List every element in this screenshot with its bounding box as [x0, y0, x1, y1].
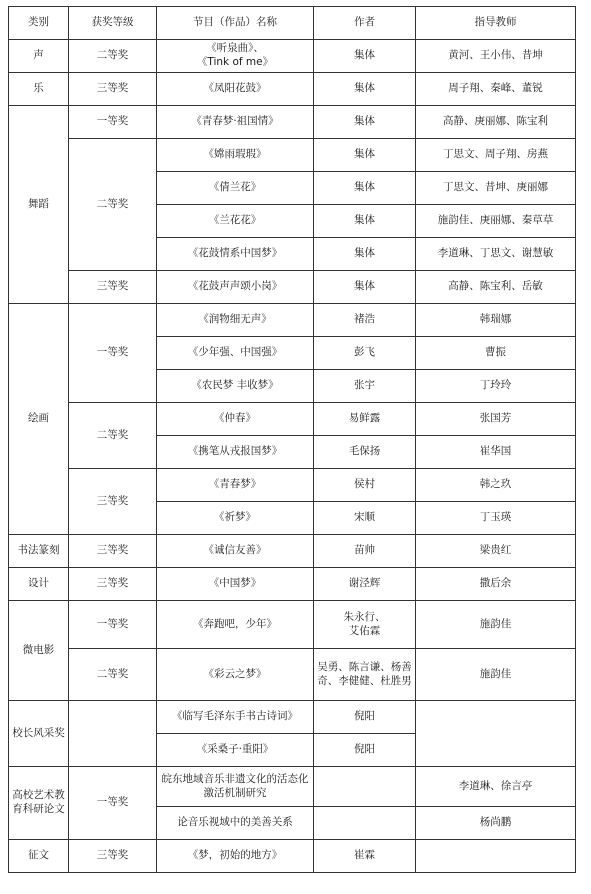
- teacher-cell: 梁贵红: [416, 535, 576, 568]
- teacher-cell: 施韵佳、庚丽娜、秦草草: [416, 205, 576, 238]
- table-row: [9, 840, 576, 873]
- teacher-cell: 韩瑞娜: [416, 304, 576, 337]
- author-cell: 集体: [314, 73, 416, 106]
- level-cell: 二等奖: [69, 139, 157, 271]
- teacher-cell: 杨尚鹏: [416, 807, 576, 840]
- table-row: [9, 403, 576, 436]
- header-row: [9, 7, 576, 40]
- work-cell: 《仲春》: [157, 403, 314, 436]
- work-cell: 《诚信友善》: [157, 535, 314, 568]
- table-row: [9, 469, 576, 502]
- header-category: 类别: [9, 7, 69, 40]
- level-cell: 三等奖: [69, 840, 157, 873]
- teacher-cell: 丁思文、周子翔、房燕: [416, 139, 576, 172]
- author-cell: 宋顺: [314, 502, 416, 535]
- work-cell: 《兰花花》: [157, 205, 314, 238]
- work-cell: 《彩云之梦》: [157, 649, 314, 701]
- teacher-cell: [416, 701, 576, 767]
- author-cell: [314, 767, 416, 807]
- level-cell: 二等奖: [69, 649, 157, 701]
- work-cell: 《临写毛泽东手书古诗词》: [157, 701, 314, 734]
- teacher-cell: 黄河、王小伟、昔坤: [416, 40, 576, 73]
- work-cell: 《祈梦》: [157, 502, 314, 535]
- table-row: [9, 535, 576, 568]
- teacher-cell: 施韵佳: [416, 649, 576, 701]
- work-cell: 《花鼓情系中国梦》: [157, 238, 314, 271]
- work-cell: 《农民梦 丰收梦》: [157, 370, 314, 403]
- author-cell: 集体: [314, 172, 416, 205]
- author-cell: 集体: [314, 40, 416, 73]
- author-cell: 崔霖: [314, 840, 416, 873]
- work-cell: 《梦，初始的地方》: [157, 840, 314, 873]
- work-cell: 《花鼓声声颂小岗》: [157, 271, 314, 304]
- author-cell: 朱永行、 艾佑霖: [314, 601, 416, 649]
- table-row: [9, 568, 576, 601]
- teacher-cell: 李道琳、丁思文、谢慧敏: [416, 238, 576, 271]
- table-row: [9, 106, 576, 139]
- teacher-cell: 丁玉瑛: [416, 502, 576, 535]
- work-cell: 《少年强、中国强》: [157, 337, 314, 370]
- author-cell: 张宇: [314, 370, 416, 403]
- category-cell: 绘画: [9, 304, 69, 535]
- work-cell: 《嫦雨瑕瑕》: [157, 139, 314, 172]
- table-row: [9, 701, 576, 734]
- level-cell: 二等奖: [69, 40, 157, 73]
- header-level: 获奖等级: [69, 7, 157, 40]
- teacher-cell: 曹振: [416, 337, 576, 370]
- author-cell: 集体: [314, 106, 416, 139]
- teacher-cell: 丁玲玲: [416, 370, 576, 403]
- teacher-cell: 丁思文、昔坤、庚丽娜: [416, 172, 576, 205]
- table-row: [9, 601, 576, 649]
- header-author: 作者: [314, 7, 416, 40]
- category-cell: 乐: [9, 73, 69, 106]
- award-table: [8, 6, 576, 873]
- author-cell: 苗帅: [314, 535, 416, 568]
- level-cell: 三等奖: [69, 271, 157, 304]
- award-table-page: [8, 6, 576, 873]
- teacher-cell: 李道琳、徐言亭: [416, 767, 576, 807]
- work-cell: 皖东地域音乐非遗文化的活态化激活机制研究: [157, 767, 314, 807]
- work-cell: 《奔跑吧，少年》: [157, 601, 314, 649]
- level-cell: [69, 701, 157, 767]
- author-cell: 集体: [314, 271, 416, 304]
- level-cell: 一等奖: [69, 767, 157, 840]
- work-cell: 《采桑子·重阳》: [157, 734, 314, 767]
- work-cell: 《青春梦·祖国情》: [157, 106, 314, 139]
- work-cell: 论音乐视域中的美善关系: [157, 807, 314, 840]
- author-cell: 褚浩: [314, 304, 416, 337]
- author-cell: 集体: [314, 238, 416, 271]
- category-cell: 校长风采奖: [9, 701, 69, 767]
- header-work: 节目（作品）名称: [157, 7, 314, 40]
- author-cell: 集体: [314, 139, 416, 172]
- teacher-cell: 高静、庚丽娜、陈宝利: [416, 106, 576, 139]
- level-cell: 一等奖: [69, 304, 157, 403]
- teacher-cell: 韩之玖: [416, 469, 576, 502]
- category-cell: 微电影: [9, 601, 69, 701]
- table-row: [9, 73, 576, 106]
- category-cell: 高校艺术教育科研论文: [9, 767, 69, 840]
- level-cell: 二等奖: [69, 403, 157, 469]
- author-cell: 彭飞: [314, 337, 416, 370]
- category-cell: 声: [9, 40, 69, 73]
- table-row: [9, 649, 576, 701]
- level-cell: 一等奖: [69, 601, 157, 649]
- teacher-cell: [416, 840, 576, 873]
- category-cell: 书法篆刻: [9, 535, 69, 568]
- author-cell: [314, 807, 416, 840]
- author-cell: 侯村: [314, 469, 416, 502]
- teacher-cell: 撒后余: [416, 568, 576, 601]
- table-row: [9, 767, 576, 807]
- level-cell: 三等奖: [69, 535, 157, 568]
- table-row: [9, 304, 576, 337]
- author-cell: 毛保扬: [314, 436, 416, 469]
- level-cell: 三等奖: [69, 568, 157, 601]
- teacher-cell: 张国芳: [416, 403, 576, 436]
- author-cell: 易鲜露: [314, 403, 416, 436]
- teacher-cell: 崔华国: [416, 436, 576, 469]
- category-cell: 舞蹈: [9, 106, 69, 304]
- author-cell: 集体: [314, 205, 416, 238]
- author-cell: 倪阳: [314, 734, 416, 767]
- header-teacher: 指导教师: [416, 7, 576, 40]
- author-cell: 谢泾辉: [314, 568, 416, 601]
- teacher-cell: 高静、陈宝利、岳敏: [416, 271, 576, 304]
- work-cell: 《倩兰花》: [157, 172, 314, 205]
- level-cell: 三等奖: [69, 73, 157, 106]
- category-cell: 征文: [9, 840, 69, 873]
- work-cell: 《携笔从戎报国梦》: [157, 436, 314, 469]
- table-row: [9, 40, 576, 73]
- teacher-cell: 周子翔、秦峰、董锐: [416, 73, 576, 106]
- table-row: [9, 271, 576, 304]
- author-cell: 倪阳: [314, 701, 416, 734]
- category-cell: 设计: [9, 568, 69, 601]
- work-cell: 《青春梦》: [157, 469, 314, 502]
- level-cell: 一等奖: [69, 106, 157, 139]
- work-cell: 《听泉曲》、 《Tink of me》: [157, 40, 314, 73]
- author-cell: 吴勇、陈言谦、杨善奇、李健健、杜胜男: [314, 649, 416, 701]
- work-cell: 《中国梦》: [157, 568, 314, 601]
- level-cell: 三等奖: [69, 469, 157, 535]
- work-cell: 《润物细无声》: [157, 304, 314, 337]
- teacher-cell: 施韵佳: [416, 601, 576, 649]
- work-cell: 《凤阳花鼓》: [157, 73, 314, 106]
- table-row: [9, 139, 576, 172]
